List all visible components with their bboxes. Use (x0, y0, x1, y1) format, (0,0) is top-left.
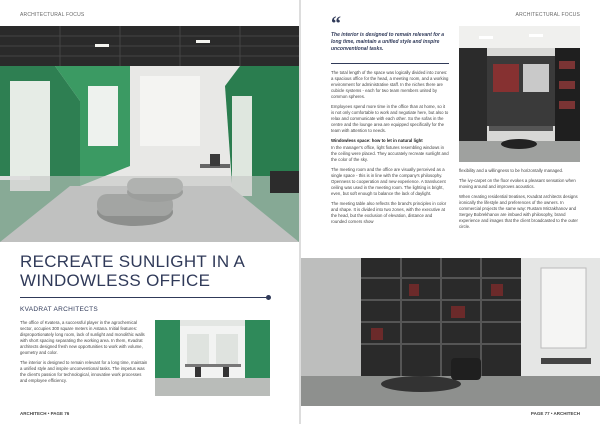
middle-column-text (331, 70, 449, 229)
office-hero-photo (0, 26, 299, 242)
folio-right: PAGE 77 • ARCHITECH (530, 411, 580, 416)
section-subheading: Windowless space: how to let in natural light (331, 138, 423, 143)
mid-paragraph-2: Employees spend more time in the office than at home, so it is not only comfortable to work and negotiate here, but also to relax and communicate with each other. So the sofas in the centre and the lounge area are equipped specifically for the team with attention to needs. (331, 104, 449, 133)
running-head-left: ARCHITECTURAL FOCUS (20, 12, 85, 18)
right-paragraph-3: When creating residential treatises, Kvadrat architects designs ironically the lifestyle and preferences of the owners. In commercial projects the same way: Rustam Mirzakhanov and Sergey Bobrekhanov are imbued with philosophy, brand experience and images that the client broadcasted to the outer circle. (459, 194, 578, 229)
right-column-text (459, 168, 580, 234)
title-rule (20, 297, 268, 298)
quote-rule (331, 63, 449, 64)
title-rule-dot (266, 295, 271, 300)
mid-paragraph-4: The meeting room and the office are visually perceived as a single space - this is in line with the company's philosophy. Openness to cooperation and new experience. A translucent ceiling was used in the meeting room. The lighting is bright, even, but soft enough to balance the lack of daylight. (331, 167, 446, 196)
left-column-text (20, 320, 148, 388)
running-head-right: ARCHITECTURAL FOCUS (515, 12, 580, 18)
office-cubicle-photo (155, 320, 270, 396)
article-title (20, 252, 290, 290)
quote-mark-icon: “ (331, 13, 341, 35)
shelving-interior-photo (301, 258, 600, 406)
article-byline: KVADRAT ARCHITECTS (20, 306, 98, 313)
mid-paragraph-3: In the manager's office, light fixtures resembling windows in the ceiling were placed. They accurately recreate sunlight and the color of the sky. (331, 145, 449, 162)
left-paragraph-2: The interior is designed to remain relevant for a long time, maintain a unified style and inspire unconventional tasks. The impetus was the client's passion for technological, innovative work processes and employee efficiency. (20, 360, 148, 383)
pull-quote: The interior is designed to remain relevant for a long time, maintain a unified style and inspire unconventional tasks. (331, 32, 445, 52)
right-paragraph-2: The ivy-carpet on the floor evokes a pleasant sensation when moving around and improves acoustics. (459, 178, 576, 189)
left-paragraph-1: The office of Kvatera, a successful player in the agrochemical sector, occupies 300 square meters in Astana. Initial features: disproportionately long room, lack of sunlight and monolithic walls with short spacing separating the working area. In them, Kvadrat architects designed fresh new opportunities to work with volume, geometry and color. (20, 320, 145, 355)
mid-paragraph-1: The total length of the space was logically divided into zones: a spacious office for the head, a meeting room, and a working environment for administrative staff. In the niches there are cubicle systems - each for two team members united by common spheres. (331, 70, 449, 99)
mid-paragraph-5: The meeting table also reflects the brand's principles in color and shape. It is divided into two zones, with the executive at the head, but the exclusion of elevation, distance and rounded corners show (331, 201, 447, 224)
executive-office-photo (459, 26, 580, 162)
article-title-line1: RECREATE SUNLIGHT IN A (20, 252, 246, 271)
folio-left: ARCHITECH • PAGE 76 (20, 411, 70, 416)
right-paragraph-1: flexibility and a willingness to be horizontally managed. (459, 168, 564, 173)
article-title-line2: WINDOWLESS OFFICE (20, 271, 211, 290)
